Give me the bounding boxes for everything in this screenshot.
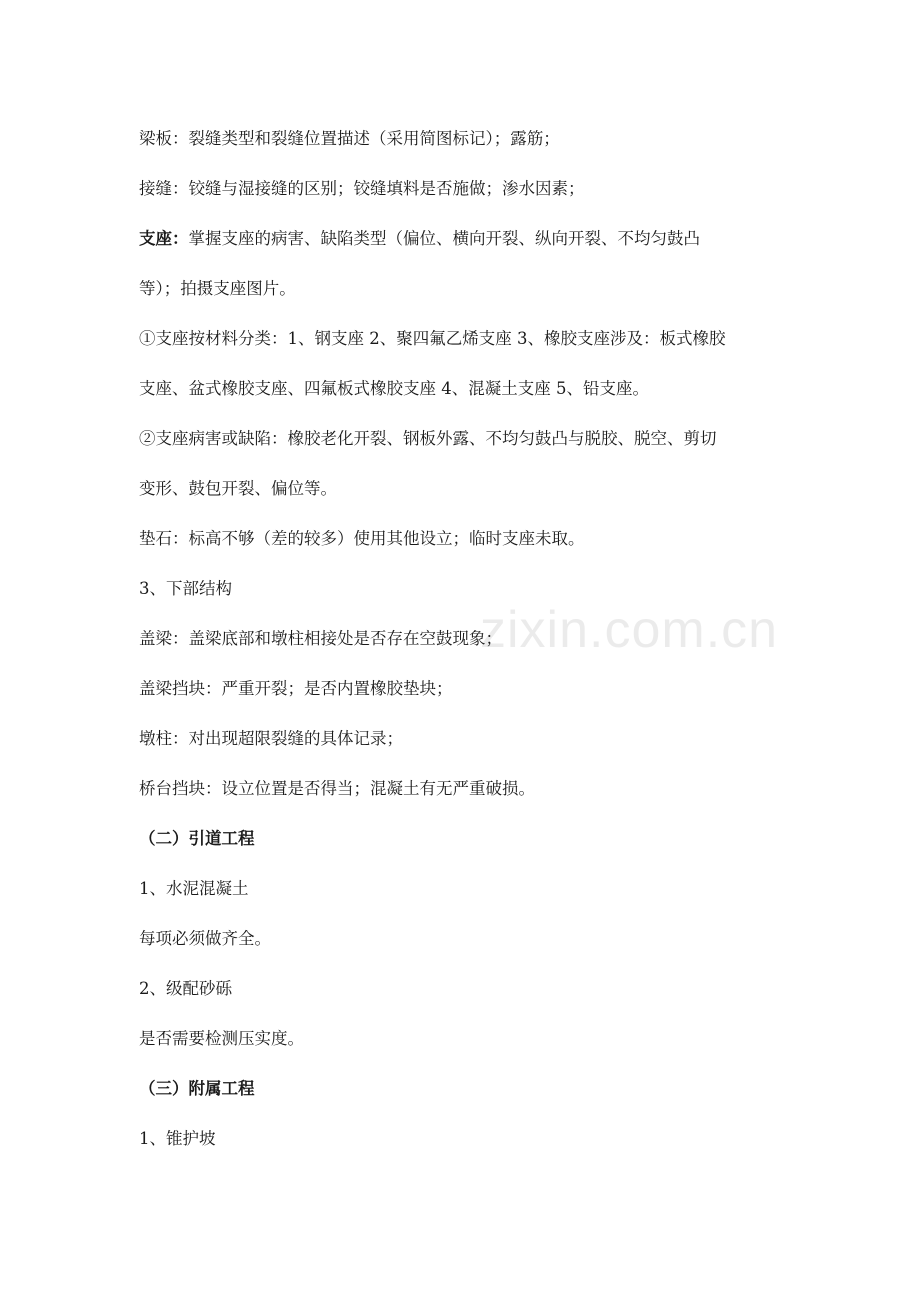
line-bearing-defects-cont bbox=[139, 477, 799, 501]
line-text: （二）引道工程 bbox=[139, 829, 255, 848]
line-joint bbox=[139, 177, 799, 201]
line-text: 2、级配砂砾 bbox=[139, 979, 232, 998]
heading-approach-works bbox=[139, 827, 799, 851]
heading-cement-concrete bbox=[139, 877, 799, 901]
line-label: 垫石： bbox=[139, 529, 189, 548]
line-pier-column bbox=[139, 727, 799, 751]
line-text: 标高不够（差的较多）使用其他设立；临时支座未取。 bbox=[188, 529, 585, 548]
line-label: 梁板： bbox=[139, 129, 189, 148]
line-text: 3、下部结构 bbox=[139, 579, 232, 598]
line-text: 1、水泥混凝土 bbox=[139, 879, 249, 898]
line-beam-slab bbox=[139, 127, 799, 151]
heading-ancillary-works bbox=[139, 1077, 799, 1101]
line-text: 盖梁底部和墩柱相接处是否存在空鼓现象； bbox=[188, 629, 502, 648]
line-text: 等）；拍摄支座图片。 bbox=[139, 279, 296, 298]
line-text: 裂缝类型和裂缝位置描述（采用简图标记）；露筋； bbox=[188, 129, 560, 148]
line-gravel-note bbox=[139, 1027, 799, 1051]
line-label: 桥台挡块： bbox=[139, 779, 222, 798]
line-cement-note bbox=[139, 927, 799, 951]
heading-cone-slope bbox=[139, 1127, 799, 1151]
line-text: 1、锥护坡 bbox=[139, 1129, 216, 1148]
line-text: 对出现超限裂缝的具体记录； bbox=[188, 729, 403, 748]
line-bearing-material-cont bbox=[139, 377, 799, 401]
watermark: zixin.com.cn bbox=[480, 601, 779, 659]
line-text: 设立位置是否得当；混凝土有无严重破损。 bbox=[221, 779, 535, 798]
line-abutment-block bbox=[139, 777, 799, 801]
line-bearing-cont bbox=[139, 277, 799, 301]
line-text: 支座、盆式橡胶支座、四氟板式橡胶支座 4、混凝土支座 5、铅支座。 bbox=[139, 379, 649, 398]
line-cap-beam-block bbox=[139, 677, 799, 701]
line-text: 铰缝与湿接缝的区别；铰缝填料是否施做；渗水因素； bbox=[188, 179, 585, 198]
line-text: 掌握支座的病害、缺陷类型（偏位、横向开裂、纵向开裂、不均匀鼓凸 bbox=[188, 229, 700, 248]
line-text: （三）附属工程 bbox=[139, 1079, 255, 1098]
line-label: 墩柱： bbox=[139, 729, 189, 748]
line-text: 变形、鼓包开裂、偏位等。 bbox=[139, 479, 337, 498]
line-label: 支座： bbox=[139, 229, 189, 248]
line-pad-stone bbox=[139, 527, 799, 551]
line-text: ②支座病害或缺陷：橡胶老化开裂、钢板外露、不均匀鼓凸与脱胶、脱空、剪切 bbox=[139, 429, 717, 448]
line-text: 严重开裂；是否内置橡胶垫块； bbox=[221, 679, 453, 698]
line-label: 盖梁挡块： bbox=[139, 679, 222, 698]
line-label: 盖梁： bbox=[139, 629, 189, 648]
line-bearing-material bbox=[139, 327, 799, 351]
heading-substructure bbox=[139, 577, 799, 601]
line-text: ①支座按材料分类：1、钢支座 2、聚四氟乙烯支座 3、橡胶支座涉及：板式橡胶 bbox=[139, 329, 726, 348]
line-bearing bbox=[139, 227, 799, 251]
line-bearing-defects bbox=[139, 427, 799, 451]
line-text: 是否需要检测压实度。 bbox=[139, 1029, 304, 1048]
heading-graded-gravel bbox=[139, 977, 799, 1001]
line-text: 每项必须做齐全。 bbox=[139, 929, 271, 948]
line-label: 接缝： bbox=[139, 179, 189, 198]
